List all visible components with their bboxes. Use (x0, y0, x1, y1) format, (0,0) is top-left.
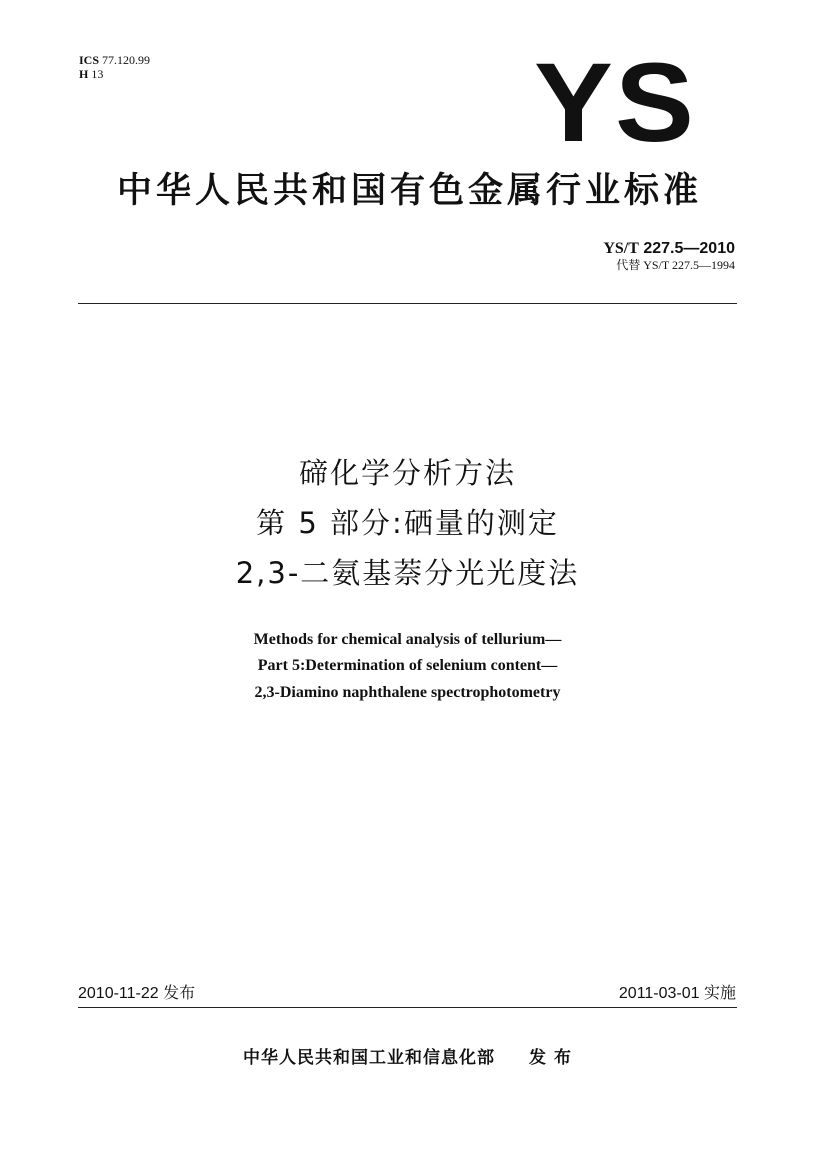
issue-date: 2010-11-22 发布 (78, 985, 196, 1002)
title-en-line3: 2,3-Diamino naphthalene spectrophotometry (254, 684, 561, 701)
title-cn-line1: 碲化学分析方法 (298, 456, 516, 490)
standard-code-block (603, 240, 735, 272)
publisher-action: 发 布 (529, 1048, 572, 1068)
top-divider (78, 303, 737, 304)
standard-replaces: 代替 YS/T 227.5—1994 (616, 258, 735, 272)
ys-logo (530, 44, 700, 154)
ics-label: ICS (79, 53, 100, 67)
h-value: 13 (91, 67, 104, 81)
ics-value: 77.120.99 (102, 53, 151, 67)
standard-code (603, 240, 735, 258)
h-label: H (79, 67, 89, 81)
org-title: 中华人民共和国有色金属行业标准 (116, 171, 702, 211)
publisher-name: 中华人民共和国工业和信息化部 (243, 1048, 496, 1068)
bottom-divider (78, 1007, 737, 1008)
publisher-line (0, 1047, 815, 1069)
standard-code-prefix: YS/T (603, 240, 639, 257)
ics-line (79, 53, 150, 67)
title-en-line1: Methods for chemical analysis of tellurium— (253, 631, 562, 648)
classification-block (79, 53, 150, 81)
title-cn-line3: 2,3-二氨基萘分光光度法 (235, 556, 580, 590)
standard-code-number: 227.5—2010 (643, 240, 735, 257)
h-line (79, 67, 150, 81)
implementation-date: 2011-03-01 实施 (618, 985, 736, 1002)
title-cn-line2: 第 5 部分:硒量的测定 (256, 506, 559, 540)
ys-logo-text: YS (534, 44, 696, 154)
title-en-line2: Part 5:Determination of selenium content— (257, 657, 558, 674)
